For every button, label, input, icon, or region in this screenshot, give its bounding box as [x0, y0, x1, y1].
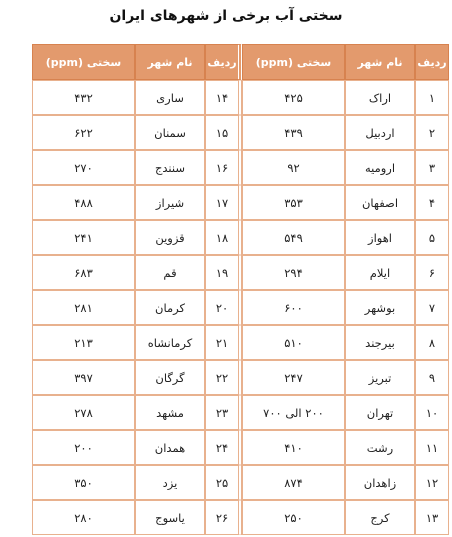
hardness-cell: ۴۸۸	[32, 185, 135, 220]
city-name-cell: سمنان	[135, 115, 205, 150]
city-name-cell: شیراز	[135, 185, 205, 220]
row-number-cell: ۶	[415, 255, 449, 290]
table-row	[32, 80, 449, 115]
row-number-cell: ۱۳	[415, 500, 449, 535]
city-name-cell: رشت	[345, 430, 415, 465]
city-name-cell: ارومیه	[345, 150, 415, 185]
hardness-cell: ۳۹۷	[32, 360, 135, 395]
row-number-cell: ۱۶	[205, 150, 242, 185]
row-number-cell: ۱۴	[205, 80, 242, 115]
table-header-row	[32, 44, 449, 80]
table-row	[32, 255, 449, 290]
hardness-cell: ۴۲۵	[242, 80, 345, 115]
row-number-cell: ۲۰	[205, 290, 242, 325]
row-number-cell: ۱	[415, 80, 449, 115]
city-name-cell: همدان	[135, 430, 205, 465]
table-row	[32, 220, 449, 255]
hardness-cell: ۵۱۰	[242, 325, 345, 360]
row-number-cell: ۵	[415, 220, 449, 255]
hardness-cell: ۶۸۳	[32, 255, 135, 290]
row-number-cell: ۳	[415, 150, 449, 185]
hardness-cell: ۴۱۰	[242, 430, 345, 465]
city-name-cell: تهران	[345, 395, 415, 430]
city-name-cell: ساری	[135, 80, 205, 115]
row-number-cell: ۱۱	[415, 430, 449, 465]
row-number-cell: ۲	[415, 115, 449, 150]
city-name-cell: ایلام	[345, 255, 415, 290]
hardness-cell: ۵۴۹	[242, 220, 345, 255]
city-name-cell: اهواز	[345, 220, 415, 255]
header-city-name: نام شهر	[135, 44, 205, 80]
city-name-cell: سنندج	[135, 150, 205, 185]
hardness-cell: ۶۰۰	[242, 290, 345, 325]
city-name-cell: اراک	[345, 80, 415, 115]
hardness-cell: ۴۳۲	[32, 80, 135, 115]
header-row-number: ردیف	[205, 44, 242, 80]
row-number-cell: ۱۲	[415, 465, 449, 500]
water-hardness-table	[32, 44, 449, 535]
city-name-cell: قم	[135, 255, 205, 290]
hardness-cell: ۹۲	[242, 150, 345, 185]
table-row	[32, 500, 449, 535]
row-number-cell: ۱۵	[205, 115, 242, 150]
hardness-cell: ۳۵۰	[32, 465, 135, 500]
hardness-cell: ۲۴۱	[32, 220, 135, 255]
hardness-cell: ۳۵۳	[242, 185, 345, 220]
hardness-cell: ۲۷۰	[32, 150, 135, 185]
city-name-cell: بیرجند	[345, 325, 415, 360]
hardness-cell: ۲۴۷	[242, 360, 345, 395]
city-name-cell: اصفهان	[345, 185, 415, 220]
row-number-cell: ۸	[415, 325, 449, 360]
row-number-cell: ۲۵	[205, 465, 242, 500]
row-number-cell: ۱۸	[205, 220, 242, 255]
city-name-cell: کرمانشاه	[135, 325, 205, 360]
hardness-cell: ۲۷۸	[32, 395, 135, 430]
hardness-cell: ۲۹۴	[242, 255, 345, 290]
row-number-cell: ۷	[415, 290, 449, 325]
hardness-cell: ۲۰۰ الی ۷۰۰	[242, 395, 345, 430]
city-name-cell: کرج	[345, 500, 415, 535]
hardness-cell: ۴۳۹	[242, 115, 345, 150]
table-row	[32, 465, 449, 500]
table-title: سختی آب برخی از شهرهای ایران	[109, 8, 343, 24]
row-number-cell: ۲۴	[205, 430, 242, 465]
table-row	[32, 150, 449, 185]
row-number-cell: ۱۷	[205, 185, 242, 220]
hardness-cell: ۲۸۱	[32, 290, 135, 325]
city-name-cell: مشهد	[135, 395, 205, 430]
table-row	[32, 395, 449, 430]
row-number-cell: ۲۲	[205, 360, 242, 395]
header-city-name: نام شهر	[345, 44, 415, 80]
hardness-cell: ۲۱۳	[32, 325, 135, 360]
row-number-cell: ۱۰	[415, 395, 449, 430]
city-name-cell: یاسوج	[135, 500, 205, 535]
city-name-cell: بوشهر	[345, 290, 415, 325]
row-number-cell: ۴	[415, 185, 449, 220]
row-number-cell: ۲۱	[205, 325, 242, 360]
city-name-cell: گرگان	[135, 360, 205, 395]
table-row	[32, 360, 449, 395]
hardness-cell: ۸۷۴	[242, 465, 345, 500]
row-number-cell: ۲۶	[205, 500, 242, 535]
table-row	[32, 290, 449, 325]
city-name-cell: زاهدان	[345, 465, 415, 500]
city-name-cell: کرمان	[135, 290, 205, 325]
hardness-cell: ۲۰۰	[32, 430, 135, 465]
table-row	[32, 185, 449, 220]
hardness-cell: ۲۸۰	[32, 500, 135, 535]
city-name-cell: قزوین	[135, 220, 205, 255]
city-name-cell: تبریز	[345, 360, 415, 395]
table-row	[32, 115, 449, 150]
row-number-cell: ۹	[415, 360, 449, 395]
city-name-cell: یزد	[135, 465, 205, 500]
table-row	[32, 430, 449, 465]
header-row-number: ردیف	[415, 44, 449, 80]
city-name-cell: اردبیل	[345, 115, 415, 150]
header-hardness: سختی (ppm)	[32, 44, 135, 80]
table-row	[32, 325, 449, 360]
row-number-cell: ۱۹	[205, 255, 242, 290]
header-hardness: سختی (ppm)	[242, 44, 345, 80]
hardness-cell: ۶۲۲	[32, 115, 135, 150]
row-number-cell: ۲۳	[205, 395, 242, 430]
hardness-cell: ۲۵۰	[242, 500, 345, 535]
